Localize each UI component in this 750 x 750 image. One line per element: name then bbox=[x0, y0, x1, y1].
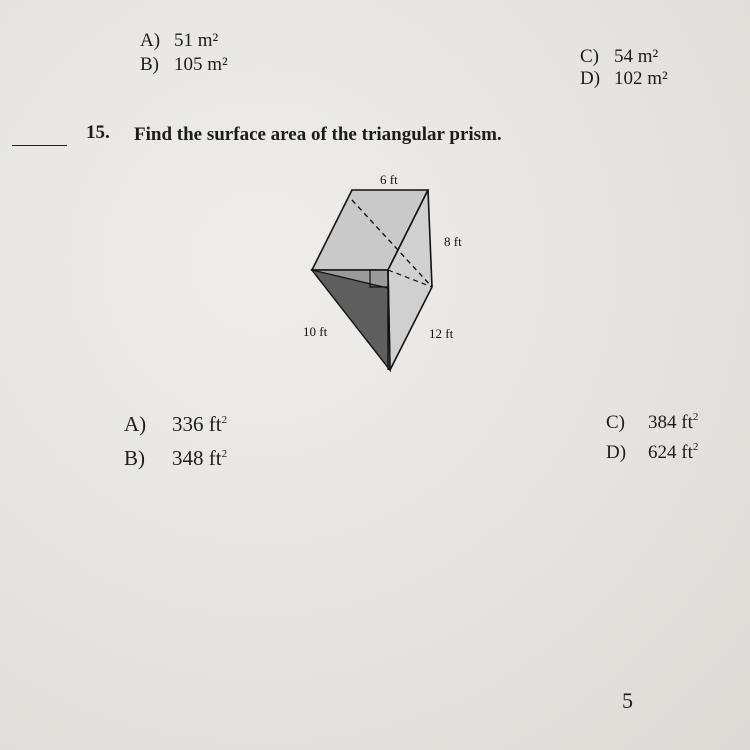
question-number: 15. bbox=[86, 122, 110, 143]
choice-value: 624 ft bbox=[648, 442, 693, 463]
choice-value: 105 m² bbox=[174, 54, 228, 75]
choice-letter: B) bbox=[140, 54, 159, 75]
choice-value: 102 m² bbox=[614, 68, 668, 89]
choice-b bbox=[124, 446, 227, 471]
choice-exponent: 2 bbox=[692, 411, 699, 423]
choice-letter: D) bbox=[606, 442, 627, 463]
choice-value: 384 ft bbox=[648, 412, 693, 433]
choice-letter: A) bbox=[140, 30, 161, 51]
choice-value: 54 m² bbox=[614, 46, 659, 67]
choice-value: 336 ft bbox=[172, 412, 222, 436]
choice-c bbox=[606, 412, 698, 434]
label-left-bottom: 10 ft bbox=[303, 324, 328, 339]
choice-value: 51 m² bbox=[174, 30, 219, 51]
choice-letter: A) bbox=[124, 412, 147, 436]
choice-value: 348 ft bbox=[172, 446, 222, 470]
choice-a bbox=[124, 412, 227, 437]
label-top: 6 ft bbox=[380, 172, 398, 187]
choice-d bbox=[606, 442, 698, 464]
choice-exponent: 2 bbox=[221, 448, 228, 460]
choice-exponent: 2 bbox=[221, 414, 228, 426]
label-right-bottom: 12 ft bbox=[429, 326, 454, 341]
choice-exponent: 2 bbox=[692, 441, 699, 453]
choice-letter: D) bbox=[580, 68, 601, 89]
question-text: Find the surface area of the triangular prism. bbox=[134, 124, 502, 145]
label-right: 8 ft bbox=[444, 234, 462, 249]
choice-letter: C) bbox=[580, 46, 599, 67]
choice-letter: B) bbox=[124, 446, 145, 470]
choice-letter: C) bbox=[606, 412, 625, 433]
page-number: 5 bbox=[622, 688, 633, 713]
